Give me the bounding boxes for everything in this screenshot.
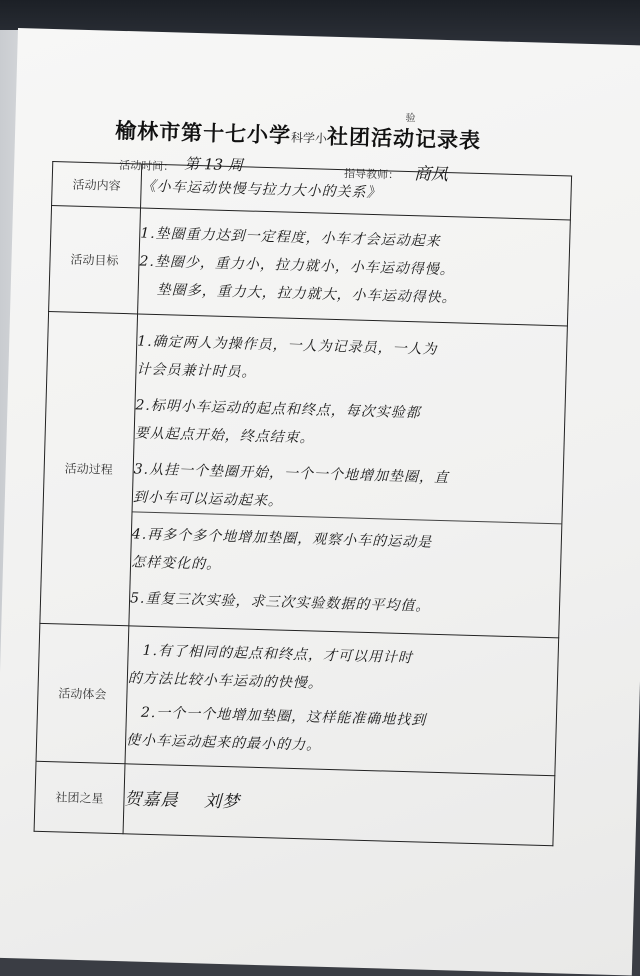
time-label: 活动时间： xyxy=(119,158,175,174)
content-line: 4.再多个多个地增加垫圈，观察小车的运动是 xyxy=(131,526,433,551)
time-value: 第 13 周 xyxy=(184,154,244,175)
row-content xyxy=(125,626,559,776)
row-label: 活动过程 xyxy=(40,311,138,625)
content-line: 的方法比较小车运动的快慢。 xyxy=(127,669,324,692)
title-insert-above: 验 xyxy=(405,112,417,125)
content-line: 垫圈多，重力大，拉力就大，小车运动得快。 xyxy=(156,281,457,306)
title-main-right: 社团活动记录表 xyxy=(326,124,482,153)
row-content xyxy=(129,314,568,638)
title-main-left: 榆林市第十七小学 xyxy=(114,118,292,148)
content-line: 到小车可以运动起来。 xyxy=(133,483,563,524)
content-line: 要从起点开始，终点结束。 xyxy=(134,425,315,447)
content-line: 2.一个一个地增加垫圈，这样能准确地找到 xyxy=(140,704,427,729)
content-line: 1.垫圈重力达到一定程度，小车才会运动起来 xyxy=(140,224,441,250)
content-line: 3.从挂一个垫圈开始，一个一个地增加垫圈，直 xyxy=(133,461,450,487)
teacher-value: 商凤 xyxy=(413,164,449,186)
row-label: 活动目标 xyxy=(49,206,141,314)
content-line: 怎样变化的。 xyxy=(130,554,222,573)
record-sheet xyxy=(0,28,640,976)
page-title xyxy=(114,112,556,157)
table-row xyxy=(49,206,571,326)
row-content xyxy=(123,764,555,846)
row-content xyxy=(138,208,571,326)
content-line: 《小车运动快慢与拉力大小的关系》 xyxy=(141,178,382,201)
club-stars: 贺嘉晨 刘梦 xyxy=(124,788,241,812)
content-line: 5.重复三次实验，求三次实验数据的平均值。 xyxy=(129,590,431,615)
table-row xyxy=(36,623,559,775)
row-label: 活动内容 xyxy=(52,162,142,208)
row-label: 活动体会 xyxy=(36,623,129,763)
title-insert: 科学小 xyxy=(290,130,328,146)
row-label: 社团之星 xyxy=(34,761,125,833)
content-line: 使小车运动起来的最小的力。 xyxy=(125,731,322,754)
table-row xyxy=(34,761,555,845)
teacher-label: 指导教师： xyxy=(343,167,400,182)
table-row xyxy=(40,311,568,637)
record-table xyxy=(34,161,573,846)
content-line: 2.标明小车运动的起点和终点，每次实验都 xyxy=(135,397,421,422)
content-line: 1.确定两人为操作员，一人为记录员，一人为 xyxy=(137,333,438,358)
content-line: 1.有了相同的起点和终点，才可以用计时 xyxy=(142,642,414,666)
content-line: 计会员兼计时员。 xyxy=(136,361,257,381)
content-line: 2.垫圈少，重力小，拉力就小，小车运动得慢。 xyxy=(139,252,456,278)
